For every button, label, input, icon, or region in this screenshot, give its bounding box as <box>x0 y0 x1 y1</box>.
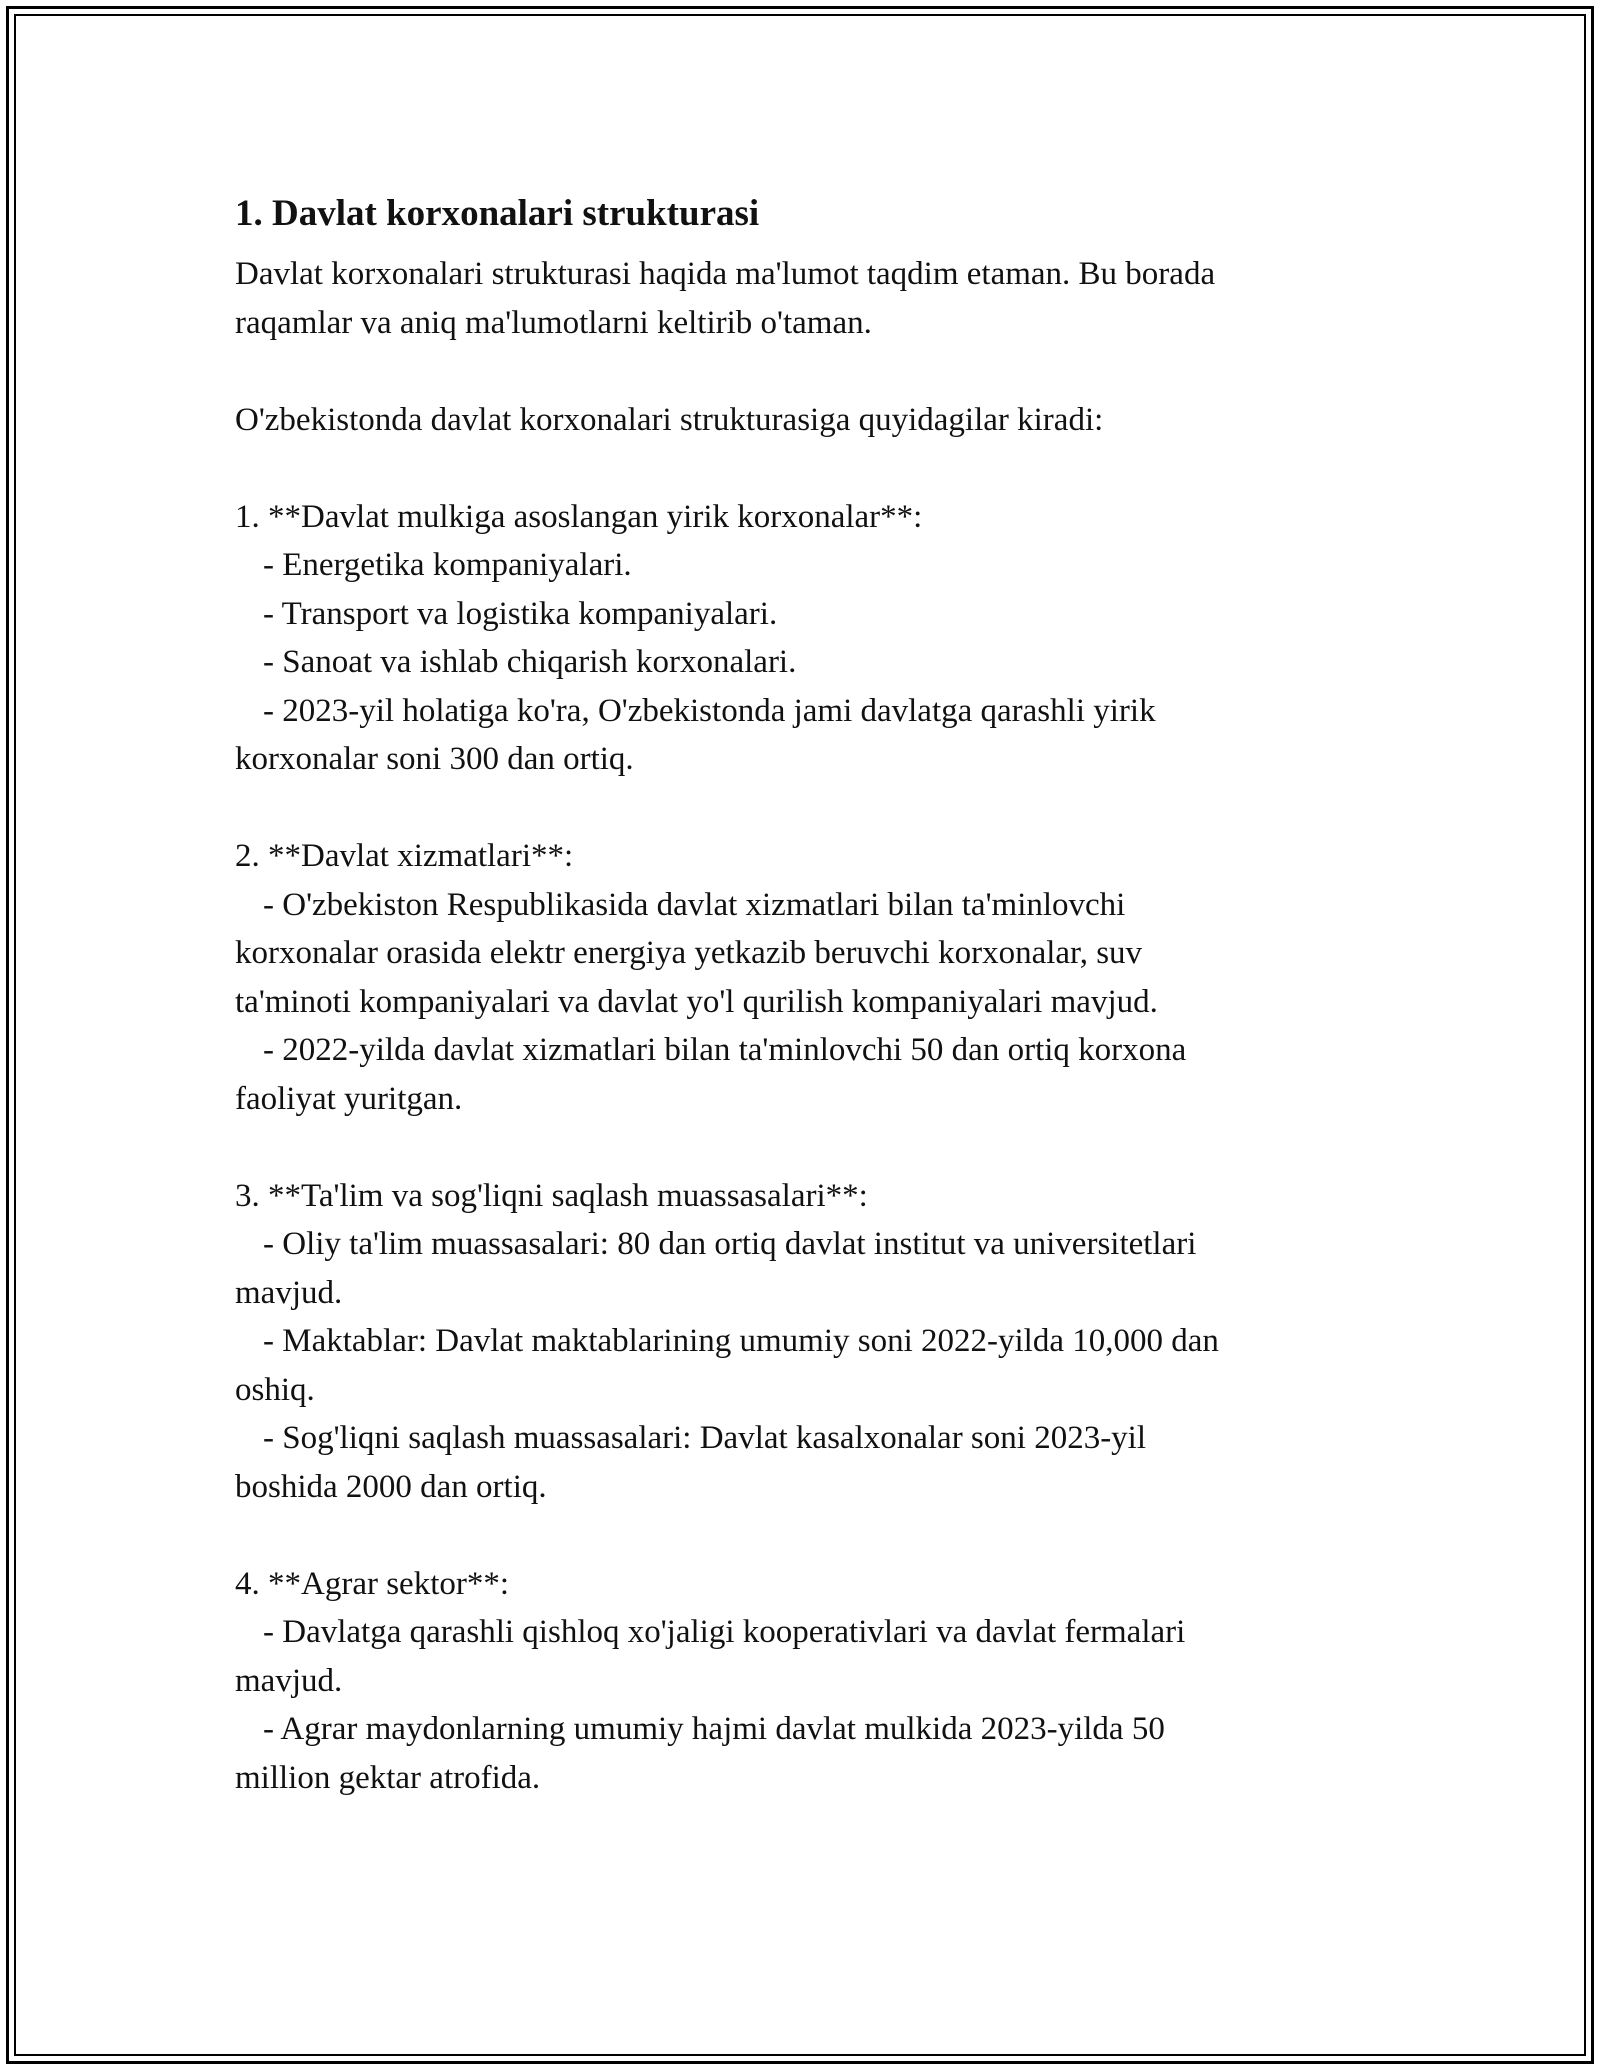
continuation-line: oshiq. <box>235 1371 315 1408</box>
bullet-line: - 2023-yil holatiga ko'ra, O'zbekistonda jami davlatga qarashli yirik <box>263 692 1156 729</box>
section-block <box>235 493 1365 784</box>
section-title: 2. **Davlat xizmatlari**: <box>235 838 574 874</box>
section-block <box>235 832 1365 1123</box>
bullet-line: - 2022-yilda davlat xizmatlari bilan ta'minlovchi 50 dan ortiq korxona <box>263 1032 1187 1068</box>
section-title: 1. **Davlat mulkiga asoslangan yirik korxonalar**: <box>235 498 923 535</box>
bullet-line: - Transport va logistika kompaniyalari. <box>263 595 778 632</box>
section-block <box>235 1560 1365 1803</box>
document-body <box>235 186 1365 1802</box>
continuation-line: million gektar atrofida. <box>235 1759 541 1796</box>
section-title: 4. **Agrar sektor**: <box>235 1565 510 1602</box>
paragraph-gap <box>235 784 1365 833</box>
continuation-line: ta'minoti kompaniyalari va davlat yo'l qurilish kompaniyalari mavjud. <box>235 983 1158 1020</box>
bullet-line: - Maktablar: Davlat maktablarining umumiy soni 2022-yilda 10,000 dan <box>263 1323 1219 1359</box>
bullet-line: - Sog'liqni saqlash muassasalari: Davlat kasalxonalar soni 2023-yil <box>263 1420 1147 1456</box>
continuation-line: faoliyat yuritgan. <box>235 1080 463 1117</box>
bullet-line: - Energetika kompaniyalari. <box>263 547 632 583</box>
continuation-line: korxonalar orasida elektr energiya yetkazib beruvchi korxonalar, suv <box>235 935 1143 971</box>
paragraph-gap <box>235 347 1365 396</box>
section-block <box>235 1172 1365 1512</box>
continuation-line: korxonalar soni 300 dan ortiq. <box>235 741 634 777</box>
continuation-line: mavjud. <box>235 1662 343 1699</box>
bullet-line: - Davlatga qarashli qishloq xo'jaligi kooperativlari va davlat fermalari <box>263 1614 1186 1650</box>
lead-paragraph: O'zbekistonda davlat korxonalari strukturasiga quyidagilar kiradi: <box>235 401 1104 438</box>
continuation-line: boshida 2000 dan ortiq. <box>235 1468 547 1505</box>
paragraph-gap <box>235 444 1365 493</box>
paragraph-gap <box>235 1511 1365 1560</box>
bullet-line: - Oliy ta'lim muassasalari: 80 dan ortiq davlat institut va universitetlari <box>263 1226 1197 1262</box>
bullet-line: - Sanoat va ishlab chiqarish korxonalari. <box>263 644 797 680</box>
document-heading: 1. Davlat korxonalari strukturasi <box>235 193 760 234</box>
section-list <box>235 493 1365 1803</box>
continuation-line: mavjud. <box>235 1274 343 1311</box>
section-title: 3. **Ta'lim va sog'liqni saqlash muassasalari**: <box>235 1177 868 1214</box>
bullet-line: - Agrar maydonlarning umumiy hajmi davlat mulkida 2023-yilda 50 <box>263 1711 1165 1747</box>
bullet-line: - O'zbekiston Respublikasida davlat xizmatlari bilan ta'minlovchi <box>263 886 1126 923</box>
intro-line: Davlat korxonalari strukturasi haqida ma'lumot taqdim etaman. Bu borada <box>235 256 1216 292</box>
paragraph-gap <box>235 1123 1365 1172</box>
intro-line: raqamlar va aniq ma'lumotlarni keltirib o'taman. <box>235 304 872 341</box>
